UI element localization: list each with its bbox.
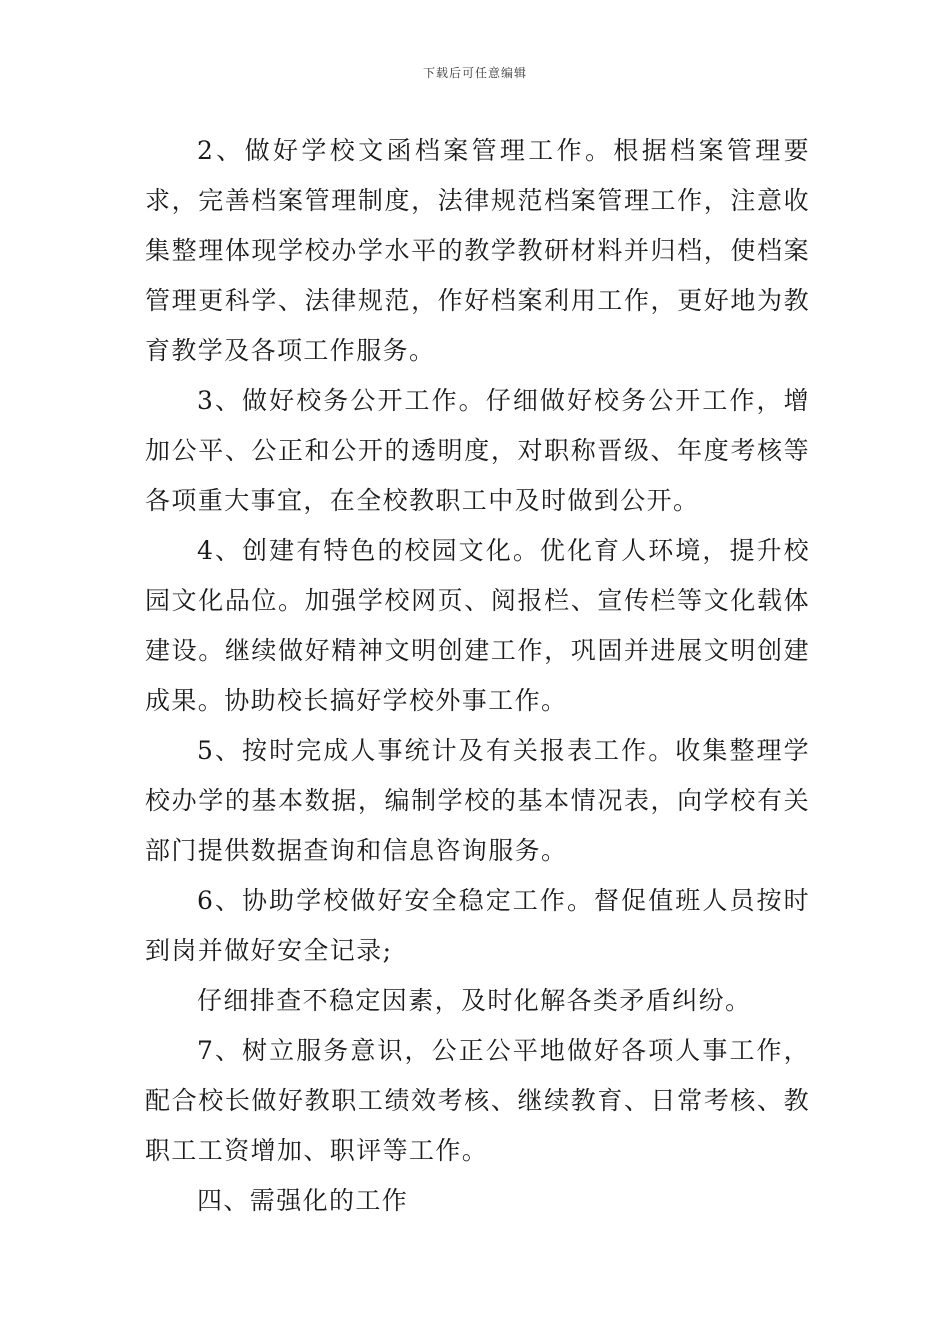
- paragraph-item-5: 5、按时完成人事统计及有关报表工作。收集整理学校办学的基本数据，编制学校的基本情况表，向学校有关部门提供数据查询和信息咨询服务。: [145, 736, 810, 865]
- paragraph-item-3: 3、做好校务公开工作。仔细做好校务公开工作，增加公平、公正和公开的透明度，对职称晋级、年度考核等各项重大事宜，在全校教职工中及时做到公开。: [145, 386, 810, 515]
- section-heading-4: 四、需强化的工作: [197, 1186, 409, 1215]
- paragraph-item-4: 4、创建有特色的校园文化。优化育人环境，提升校园文化品位。加强学校网页、阅报栏、宣传栏等文化载体建设。继续做好精神文明创建工作，巩固并进展文明创建成果。协助校长搞好学校外事工作。: [145, 536, 810, 715]
- document-body: [145, 126, 810, 1226]
- header-note: 下载后可任意编辑: [422, 66, 527, 80]
- paragraph-item-2: 2、做好学校文函档案管理工作。根据档案管理要求，完善档案管理制度，法律规范档案管理工作，注意收集整理体现学校办学水平的教学教研材料并归档，使档案管理更科学、法律规范，作好档案利用工作，更好地为教育教学及各项工作服务。: [145, 136, 810, 365]
- paragraph-item-6-continued: 仔细排查不稳定因素，及时化解各类矛盾纠纷。: [197, 986, 752, 1015]
- paragraph-item-7: 7、树立服务意识，公正公平地做好各项人事工作，配合校长做好教职工绩效考核、继续教育、日常考核、教职工工资增加、职评等工作。: [145, 1036, 810, 1165]
- paragraph-item-6: 6、协助学校做好安全稳定工作。督促值班人员按时到岗并做好安全记录;: [145, 886, 810, 965]
